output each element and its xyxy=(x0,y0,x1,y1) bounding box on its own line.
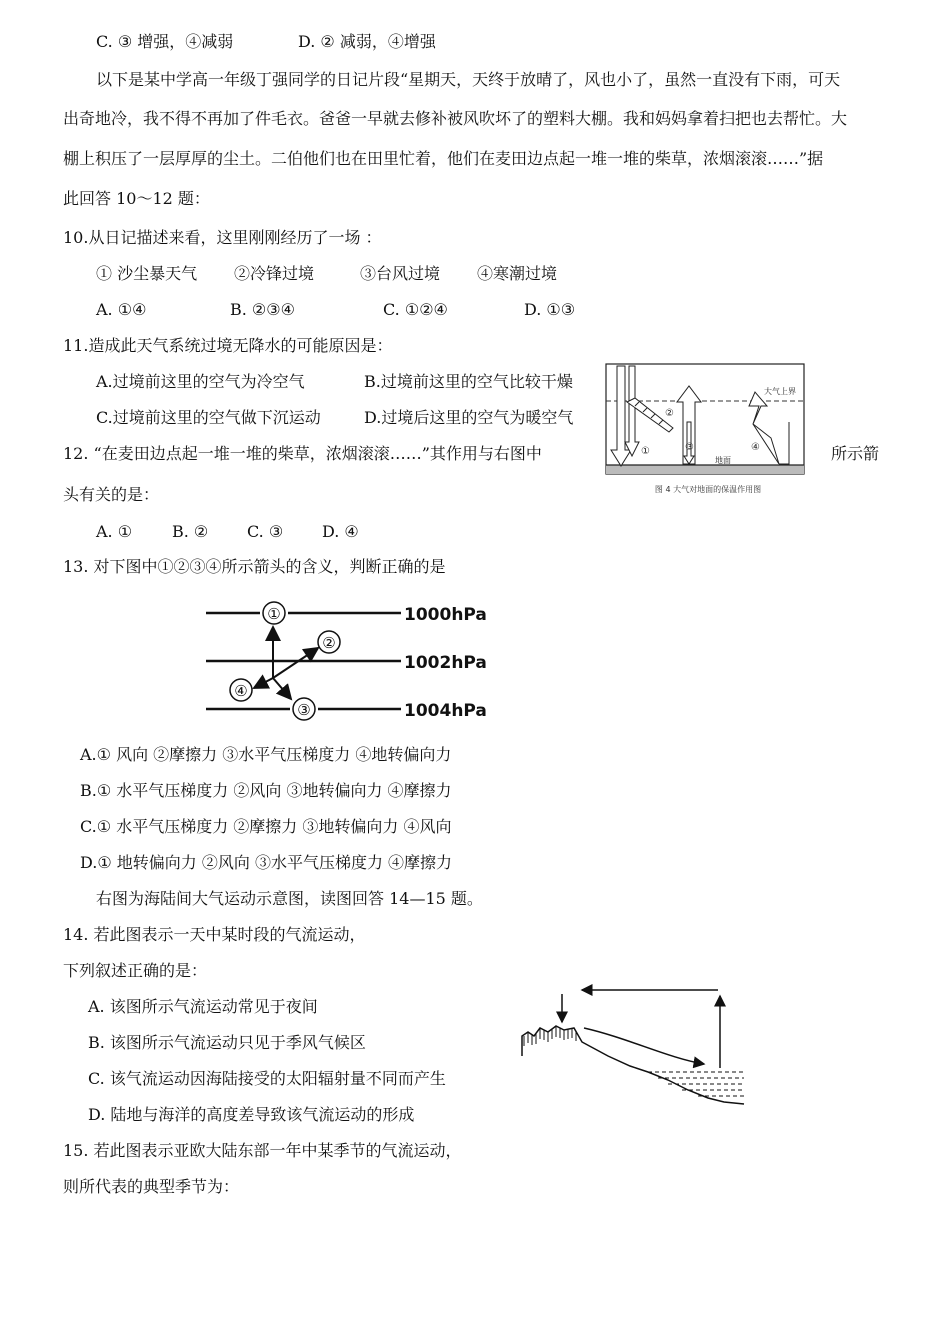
isobar-mark-2: ② xyxy=(322,634,336,652)
q10-option-d: D. ①③ xyxy=(524,300,576,319)
q14-stem-2: 下列叙述正确的是： xyxy=(63,961,208,980)
passage-line-2: 出奇地冷，我不得不再加了件毛衣。爸爸一早就去修补被风吹坏了的塑料大棚。我和妈妈拿着扫把也去帮忙。大 xyxy=(63,109,848,128)
fig4-top-label: 大气上界 xyxy=(764,387,796,396)
sea-land-breeze-figure xyxy=(518,976,758,1116)
greenhouse-effect-figure xyxy=(603,362,813,498)
q13-option-a: A.① 风向 ②摩擦力 ③水平气压梯度力 ④地转偏向力 xyxy=(80,745,452,764)
q14-stem-1: 14. 若此图表示一天中某时段的气流运动， xyxy=(63,925,366,944)
isobar-mark-1: ① xyxy=(267,605,281,623)
q11-option-b: B.过境前这里的空气比较干燥 xyxy=(364,372,573,391)
q10-option-a: A. ①④ xyxy=(96,300,147,319)
fig4-ground-label: 地面 xyxy=(715,456,731,465)
q13-option-d: D.① 地转偏向力 ②风向 ③水平气压梯度力 ④摩擦力 xyxy=(80,853,453,872)
q10-item-3: ③台风过境 xyxy=(360,264,441,283)
q9-option-d: D. ② 减弱，④增强 xyxy=(298,32,436,51)
q10-item-2: ②冷锋过境 xyxy=(234,264,315,283)
q12-option-c: C. ③ xyxy=(247,522,284,541)
q11-option-d: D.过境后这里的空气为暖空气 xyxy=(364,408,574,427)
q11-option-c: C.过境前这里的空气做下沉运动 xyxy=(96,408,321,427)
q14-option-d: D. 陆地与海洋的高度差导致该气流运动的形成 xyxy=(88,1105,415,1124)
q10-item-4: ④寒潮过境 xyxy=(477,264,558,283)
coastline xyxy=(522,1026,744,1104)
q9-option-c: C. ③ 增强，④减弱 xyxy=(96,32,234,51)
q15-stem-2: 则所代表的典型季节为： xyxy=(63,1177,240,1196)
q10-option-c: C. ①②④ xyxy=(383,300,448,319)
q10-item-1: ① 沙尘暴天气 xyxy=(96,264,198,283)
intro-14-15: 右图为海陆间大气运动示意图，读图回答 14—15 题。 xyxy=(96,889,483,908)
q13-stem: 13. 对下图中①②③④所示箭头的含义，判断正确的是 xyxy=(63,557,446,576)
q14-option-b: B. 该图所示气流运动只见于季风气候区 xyxy=(88,1033,366,1052)
q12-stem: 12. “在麦田边点起一堆一堆的柴草，浓烟滚滚……”其作用与右图中 xyxy=(63,444,542,463)
q14-option-c: C. 该气流运动因海陆接受的太阳辐射量不同而产生 xyxy=(88,1069,446,1088)
q12-option-a: A. ① xyxy=(96,522,133,541)
passage-line-4: 此回答 10～12 题： xyxy=(63,189,210,208)
isobar-mark-3: ③ xyxy=(297,701,311,719)
fig4-mark-3: ③ xyxy=(685,442,694,453)
q10-stem: 10.从日记描述来看，这里刚刚经历了一场 ： xyxy=(63,228,382,247)
isobar-label-1002: 1002hPa xyxy=(404,653,487,673)
surface-airflow-arrow xyxy=(584,1028,704,1064)
q12-option-b: B. ② xyxy=(172,522,209,541)
fig4-mark-1: ① xyxy=(641,446,650,457)
fig4-mark-2: ② xyxy=(665,408,674,419)
isobar-force-diagram xyxy=(196,592,496,732)
arrow-3 xyxy=(273,678,291,699)
isobar-mark-4: ④ xyxy=(234,682,248,700)
q13-option-c: C.① 水平气压梯度力 ②摩擦力 ③地转偏向力 ④风向 xyxy=(80,817,452,836)
q12-stem-line-2: 头有关的是： xyxy=(63,485,160,504)
fig4-caption: 图 4 大气对地面的保温作用图 xyxy=(654,485,762,494)
q15-stem-1: 15. 若此图表示亚欧大陆东部一年中某季节的气流运动， xyxy=(63,1141,462,1160)
q11-stem: 11.造成此天气系统过境无降水的可能原因是： xyxy=(63,336,393,355)
passage-line-1: 以下是某中学高一年级丁强同学的日记片段“星期天，天终于放晴了，风也小了，虽然一直没有下雨，可天 xyxy=(96,70,841,89)
q14-option-a: A. 该图所示气流运动常见于夜间 xyxy=(88,997,318,1016)
q12-option-d: D. ④ xyxy=(322,522,359,541)
isobar-label-1004: 1004hPa xyxy=(404,701,487,721)
q12-stem-tail: 所示箭 xyxy=(831,444,880,463)
q13-option-b: B.① 水平气压梯度力 ②风向 ③地转偏向力 ④摩擦力 xyxy=(80,781,452,800)
isobar-label-1000: 1000hPa xyxy=(404,605,487,625)
fig4-arrow-4 xyxy=(749,392,789,464)
passage-line-3: 棚上积压了一层厚厚的尘土。二伯他们也在田里忙着，他们在麦田边点起一堆一堆的柴草，浓烟滚滚……”据 xyxy=(63,149,824,168)
fig4-mark-4: ④ xyxy=(751,442,760,453)
q11-option-a: A.过境前这里的空气为冷空气 xyxy=(96,372,305,391)
arrow-4 xyxy=(254,678,273,688)
fig4-arrow-1 xyxy=(611,366,639,466)
q10-option-b: B. ②③④ xyxy=(230,300,295,319)
arrow-2 xyxy=(273,648,318,678)
